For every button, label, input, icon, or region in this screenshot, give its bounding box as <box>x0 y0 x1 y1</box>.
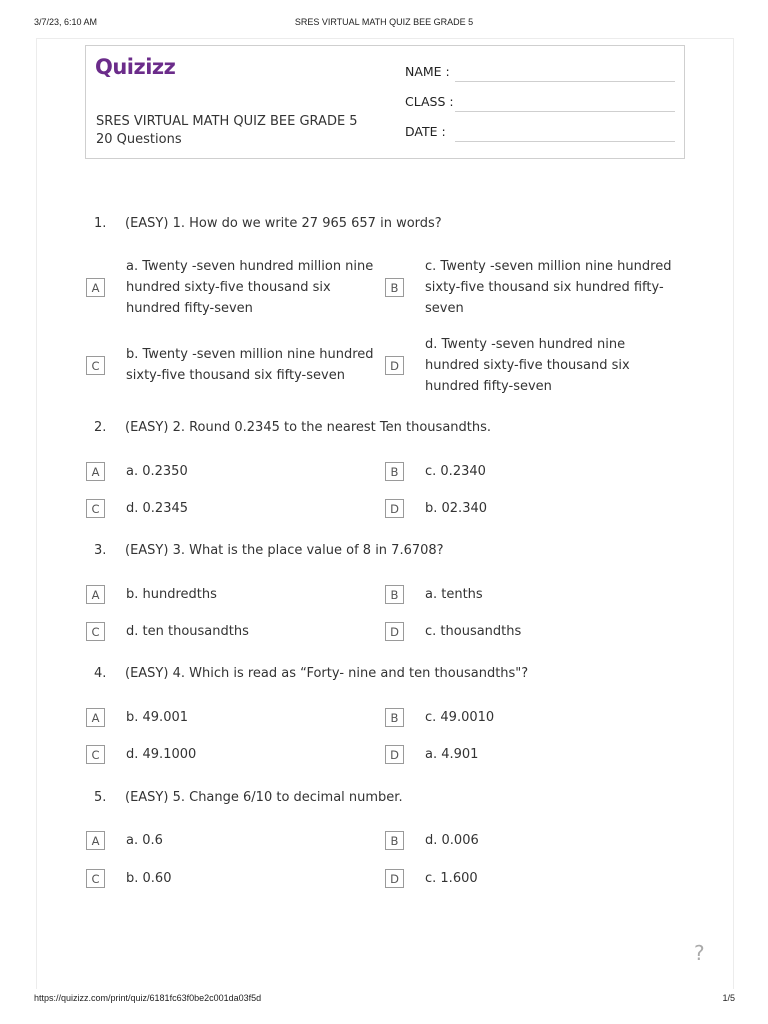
option-letter-box: A <box>86 708 105 727</box>
print-header <box>0 17 768 31</box>
option-text: a. 4.901 <box>425 747 479 762</box>
option-text: b. 49.001 <box>126 710 189 725</box>
option-letter-box: B <box>385 585 404 604</box>
option-text: b. Twenty -seven million nine hundred sixty-five thousand six fifty-seven <box>126 347 374 383</box>
question-number: 4. <box>94 666 107 681</box>
question-text: (EASY) 3. What is the place value of 8 in 7.6708? <box>125 543 444 558</box>
option-letter-box: A <box>86 585 105 604</box>
option-text: c. thousandths <box>425 624 522 639</box>
quiz-title: SRES VIRTUAL MATH QUIZ BEE GRADE 5 <box>96 114 358 129</box>
option-text: c. Twenty -seven million nine hundred sixty-five thousand six hundred fifty-seven <box>425 259 672 316</box>
option-letter-box: D <box>385 869 404 888</box>
option-text: c. 0.2340 <box>425 464 486 479</box>
option-letter-box: D <box>385 745 404 764</box>
option-text: c. 1.600 <box>425 871 478 886</box>
option-letter-box: B <box>385 831 404 850</box>
name-line <box>455 81 675 82</box>
question-text: (EASY) 5. Change 6/10 to decimal number. <box>125 790 403 805</box>
option-letter-box: D <box>385 499 404 518</box>
option-text: d. Twenty -seven hundred nine hundred sixty-five thousand six hundred fifty-seven <box>425 337 630 394</box>
option-letter-box: B <box>385 278 404 297</box>
question-number: 3. <box>94 543 107 558</box>
page-number: 1/5 <box>722 993 735 1003</box>
date-label: DATE : <box>405 124 446 139</box>
option-text: a. Twenty -seven hundred million nine hundred sixty-five thousand six hundred fifty-seven <box>126 259 374 316</box>
quiz-title-block <box>96 113 358 149</box>
name-field[interactable] <box>405 64 675 84</box>
option-letter-box: D <box>385 622 404 641</box>
question-number: 5. <box>94 790 107 805</box>
option-text: a. 0.6 <box>126 833 163 848</box>
option-text: b. hundredths <box>126 587 217 602</box>
print-title: SRES VIRTUAL MATH QUIZ BEE GRADE 5 <box>294 17 474 27</box>
option-text: a. tenths <box>425 587 483 602</box>
option-text: b. 02.340 <box>425 501 488 516</box>
question-count: 20 Questions <box>96 132 182 147</box>
option-letter-box: A <box>86 462 105 481</box>
option-letter-box: A <box>86 278 105 297</box>
option-text: d. 49.1000 <box>126 747 197 762</box>
option-letter-box: C <box>86 745 105 764</box>
option-letter-box: B <box>385 708 404 727</box>
option-text: d. 0.006 <box>425 833 479 848</box>
question-text: (EASY) 4. Which is read as “Forty- nine and ten thousandths"? <box>125 666 529 681</box>
option-text: b. 0.60 <box>126 871 172 886</box>
question-number: 2. <box>94 420 107 435</box>
option-letter-box: A <box>86 831 105 850</box>
name-label: NAME : <box>405 64 450 79</box>
option-letter-box: C <box>86 356 105 375</box>
quizizz-logo: Quizizz <box>95 55 176 79</box>
page-url: https://quizizz.com/print/quiz/6181fc63f0be2c001da03f5d <box>34 993 262 1003</box>
date-line <box>455 141 675 142</box>
option-letter-box: D <box>385 356 404 375</box>
question-text: (EASY) 2. Round 0.2345 to the nearest Ten thousandths. <box>125 420 492 435</box>
option-letter-box: C <box>86 869 105 888</box>
option-text: a. 0.2350 <box>126 464 188 479</box>
option-letter-box: C <box>86 622 105 641</box>
print-datetime: 3/7/23, 6:10 AM <box>34 17 98 27</box>
question-number: 1. <box>94 216 107 231</box>
class-label: CLASS : <box>405 94 454 109</box>
quiz-header-box <box>85 45 685 159</box>
option-text: d. ten thousandths <box>126 624 249 639</box>
date-field[interactable] <box>405 124 675 144</box>
question-text: (EASY) 1. How do we write 27 965 657 in words? <box>125 216 442 231</box>
option-text: d. 0.2345 <box>126 501 189 516</box>
option-letter-box: C <box>86 499 105 518</box>
question-mark-icon[interactable]: ? <box>694 941 705 965</box>
option-letter-box: B <box>385 462 404 481</box>
class-field[interactable] <box>405 94 675 114</box>
option-text: c. 49.0010 <box>425 710 495 725</box>
class-line <box>455 111 675 112</box>
